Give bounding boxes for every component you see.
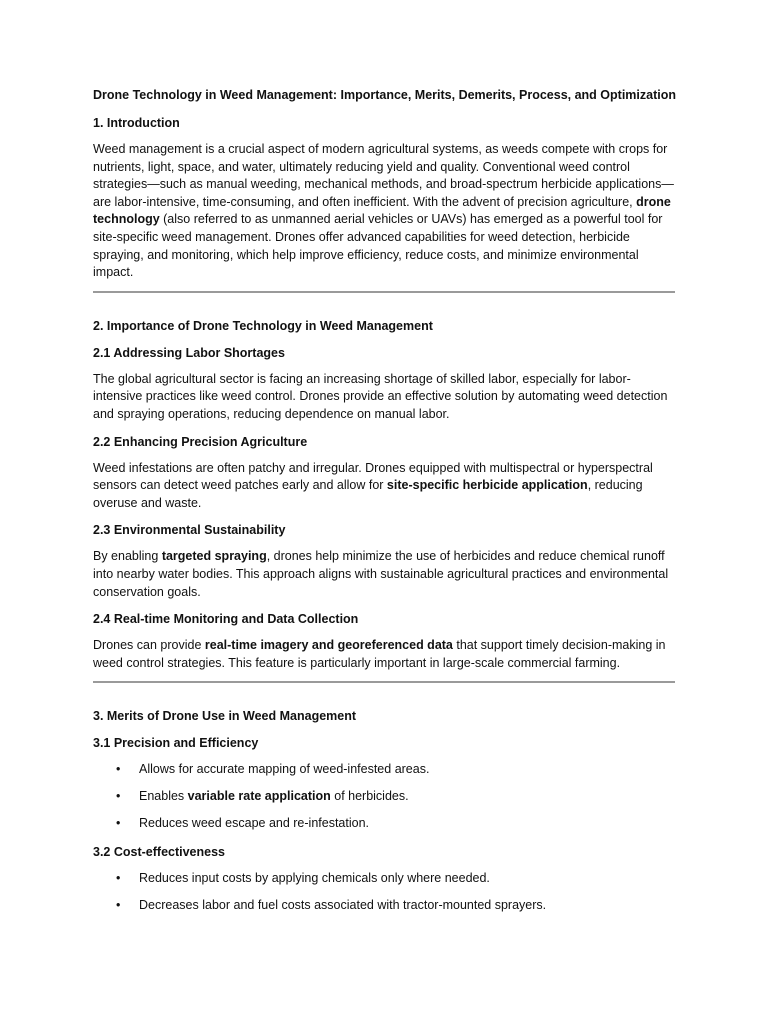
bold-text: drone technology bbox=[93, 194, 671, 227]
bold-text: real-time imagery and georeferenced data bbox=[204, 638, 453, 653]
list-item: • Reduces weed escape and re-infestation. bbox=[93, 815, 675, 833]
list-item: • Enables variable rate application of herbicides. bbox=[93, 788, 675, 806]
document-title: Drone Technology in Weed Management: Importance, Merits, Demerits, Process, and Optimization bbox=[93, 88, 676, 102]
list-item: • Decreases labor and fuel costs associated with tractor-mounted sprayers. bbox=[93, 897, 675, 915]
section-heading-merits: 3. Merits of Drone Use in Weed Management bbox=[93, 709, 357, 724]
monitoring-paragraph: Drones can provide real-time imagery and georeferenced data that support timely decision-making in weed control strategies. This feature is particularly important in large-scale commercial farming. bbox=[93, 638, 666, 670]
subsection-heading-cost: 3.2 Cost-effectiveness bbox=[93, 844, 226, 859]
bullet-icon: • bbox=[116, 789, 121, 804]
list-item: • Reduces input costs by applying chemicals only where needed. bbox=[93, 870, 675, 888]
subsection-heading-sustainability: 2.3 Environmental Sustainability bbox=[93, 523, 286, 538]
section-divider bbox=[93, 291, 675, 293]
subsection-heading-efficiency: 3.1 Precision and Efficiency bbox=[93, 736, 259, 751]
list-item: • Allows for accurate mapping of weed-infested areas. bbox=[93, 761, 675, 779]
bullet-icon: • bbox=[116, 870, 121, 885]
bullet-icon: • bbox=[116, 762, 121, 777]
section-heading-importance: 2. Importance of Drone Technology in Weed Management bbox=[93, 318, 433, 333]
cost-list bbox=[93, 870, 675, 915]
bold-text: variable rate application bbox=[187, 789, 331, 804]
section-divider bbox=[93, 681, 675, 683]
labor-paragraph: The global agricultural sector is facing an increasing shortage of skilled labor, especially for labor-intensive practices like weed control. Drones provide an effective solution by automating weed detection and spraying operations, reducing dependence on manual labor. bbox=[93, 371, 668, 421]
section-heading-introduction: 1. Introduction bbox=[93, 116, 180, 130]
subsection-heading-monitoring: 2.4 Real-time Monitoring and Data Collection bbox=[93, 612, 359, 627]
document-page bbox=[93, 86, 675, 924]
sustainability-paragraph: By enabling targeted spraying, drones help minimize the use of herbicides and reduce chemical runoff into nearby water bodies. This approach aligns with sustainable agricultural practices and environmental conservation goals. bbox=[93, 549, 669, 599]
bold-text: targeted spraying bbox=[161, 549, 267, 564]
bold-text: site-specific herbicide application bbox=[386, 478, 588, 493]
precision-paragraph: Weed infestations are often patchy and irregular. Drones equipped with multispectral or hyperspectral sensors can detect weed patches early and allow for site-specific herbicide application, reducing overuse and waste. bbox=[93, 460, 653, 510]
introduction-paragraph: Weed management is a crucial aspect of modern agricultural systems, as weeds compete with crops for nutrients, light, space, and water, ultimately reducing yield and quality. Conventional weed control strategies—such as manual weeding, mechanical methods, and broad-spectrum herbicide applications—are labor-intensive, time-consuming, and often inefficient. With the advent of precision agriculture, drone technology (also referred to as unmanned aerial vehicles or UAVs) has emerged as a powerful tool for site-specific weed management. Drones offer advanced capabilities for weed detection, herbicide spraying, and monitoring, which help improve efficiency, reduce costs, and minimize environmental impact. bbox=[93, 142, 674, 280]
efficiency-list bbox=[93, 761, 675, 833]
subsection-heading-precision: 2.2 Enhancing Precision Agriculture bbox=[93, 434, 308, 449]
bullet-icon: • bbox=[116, 897, 121, 912]
subsection-heading-labor: 2.1 Addressing Labor Shortages bbox=[93, 345, 285, 360]
bullet-icon: • bbox=[116, 816, 121, 831]
